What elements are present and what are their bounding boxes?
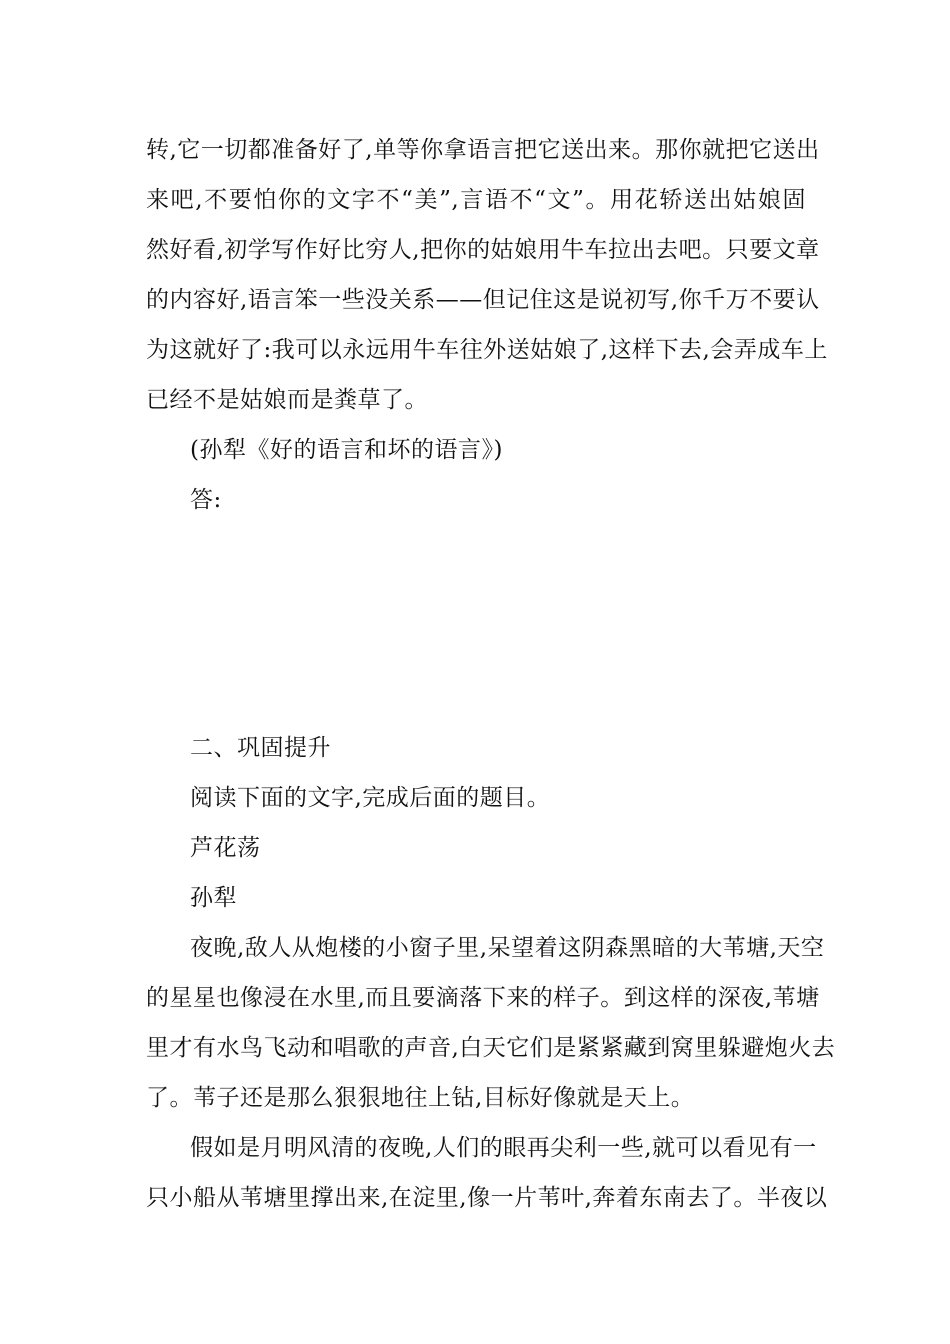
paragraph-line: 只小船从苇塘里撑出来,在淀里,像一片苇叶,奔着东南去了。半夜以 [146,1185,828,1211]
passage-line: 的内容好,语言笨一些没关系——但记住这是说初写,你千万不要认 [146,287,820,313]
article-author: 孙犁 [190,885,237,911]
passage-line: 已经不是姑娘而是粪草了。 [146,387,428,413]
instruction-text: 阅读下面的文字,完成后面的题目。 [190,785,551,811]
source-citation: (孙犁《好的语言和坏的语言》) [190,437,503,463]
paragraph-line: 的星星也像浸在水里,而且要滴落下来的样子。到这样的深夜,苇塘 [146,985,820,1011]
paragraph-line: 假如是月明风清的夜晚,人们的眼再尖利一些,就可以看见有一 [190,1135,817,1161]
paragraph-line: 了。苇子还是那么狠狠地往上钻,目标好像就是天上。 [146,1085,695,1111]
section-heading: 二、巩固提升 [190,735,331,761]
paragraph-line: 夜晚,敌人从炮楼的小窗子里,呆望着这阴森黑暗的大苇塘,天空 [190,935,825,961]
passage-line: 为这就好了:我可以永远用牛车往外送姑娘了,这样下去,会弄成车上 [146,337,828,363]
article-title: 芦花荡 [190,835,261,861]
passage-line: 转,它一切都准备好了,单等你拿语言把它送出来。那你就把它送出 [146,137,820,163]
passage-line: 来吧,不要怕你的文字不“美”,言语不“文”。用花轿送出姑娘固 [146,187,806,213]
paragraph-line: 里才有水鸟飞动和唱歌的声音,白天它们是紧紧藏到窝里躲避炮火去 [146,1035,836,1061]
passage-line: 然好看,初学写作好比穷人,把你的姑娘用牛车拉出去吧。只要文章 [146,237,820,263]
answer-label: 答: [190,487,222,513]
